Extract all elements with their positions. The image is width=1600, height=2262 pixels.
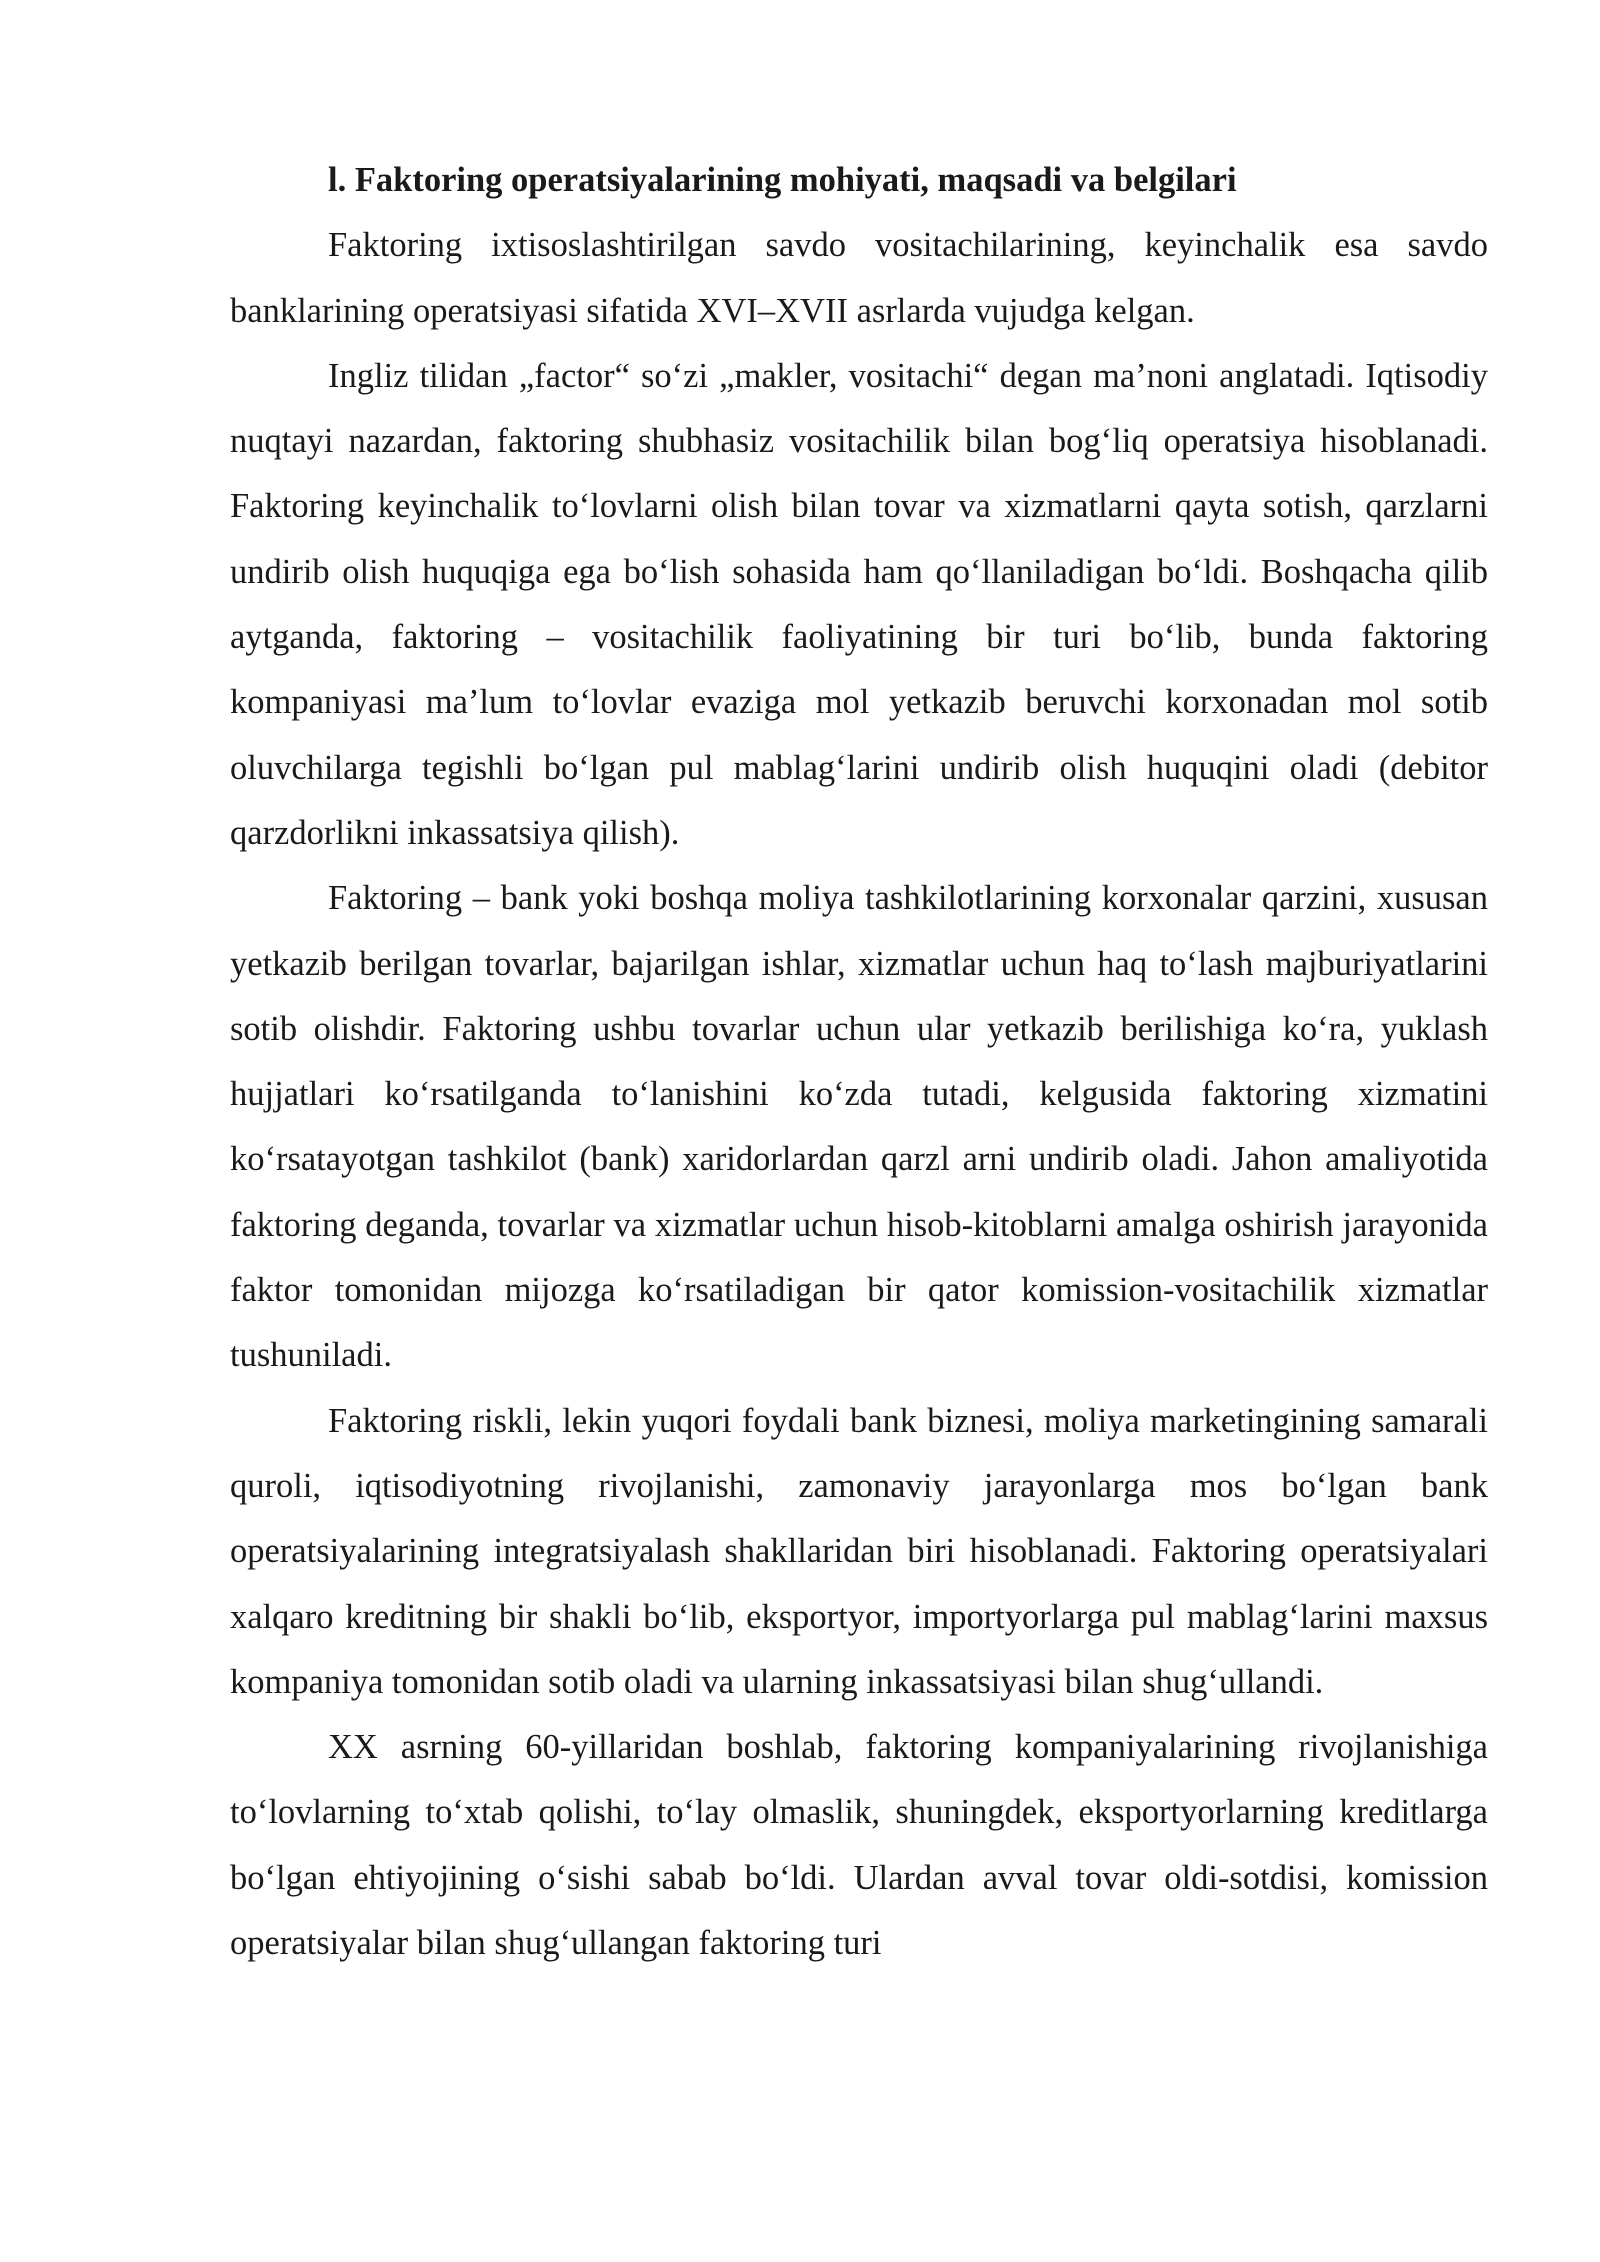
paragraph-4: Faktoring riskli, lekin yuqori foydali bank biznesi, moliya marketingining samarali quroli, iqtisodiyotning rivojlanishi, zamonaviy jarayonlarga mos bo‘lgan bank operatsiyalarining integratsiyalash shakllaridan biri hisoblanadi. Faktoring operatsiyalari xalqaro kreditning bir shakli bo‘lib, eksportyor, importyorlarga pul mablag‘larini maxsus kompaniya tomonidan sotib oladi va ularning inkassatsiyasi bilan shug‘ullandi. (230, 1401, 1488, 1701)
paragraph-2: Ingliz tilidan „factor“ so‘zi „makler, vositachi“ degan ma’noni anglatadi. Iqtisodiy nuqtayi nazardan, faktoring shubhasiz vositachilik bilan bog‘liq operatsiya hisoblanadi. Faktoring keyinchalik to‘lovlarni olish bilan tovar va xizmatlarni qayta sotish, qarzlarni undirib olish huquqiga ega bo‘lish sohasida ham qo‘llaniladigan bo‘ldi. Boshqacha qilib aytganda, faktoring – vositachilik faoliyatining bir turi bo‘lib, bunda faktoring kompaniyasi ma’lum to‘lovlar evaziga mol yetkazib beruvchi korxonadan mol sotib oluvchilarga tegishli bo‘lgan pul mablag‘larini undirib olish huquqini oladi (debitor qarzdorlikni inkassatsiya qilish). (230, 356, 1488, 852)
document-page (230, 148, 1488, 1976)
paragraph-1: Faktoring ixtisoslashtirilgan savdo vositachilarining, keyinchalik esa savdo banklarining operatsiyasi sifatida XVI–XVII asrlarda vujudga kelgan. (230, 226, 1488, 330)
section-heading: l. Faktoring operatsiyalarining mohiyati, maqsadi va belgilari (328, 161, 1237, 199)
paragraph-3: Faktoring – bank yoki boshqa moliya tashkilotlarining korxonalar qarzini, xususan yetkazib berilgan tovarlar, bajarilgan ishlar, xizmatlar uchun haq to‘lash majburiyatlarini sotib olishdir. Faktoring ushbu tovarlar uchun ular yetkazib berilishiga ko‘ra, yuklash hujjatlari ko‘rsatilganda to‘lanishini ko‘zda tutadi, kelgusida faktoring xizmatini ko‘rsatayotgan tashkilot (bank) xaridorlardan qarzl arni undirib oladi. Jahon amaliyotida faktoring deganda, tovarlar va xizmatlar uchun hisob-kitoblarni amalga oshirish jarayonida faktor tomonidan mijozga ko‘rsatiladigan bir qator komission-vositachilik xizmatlar tushuniladi. (230, 879, 1488, 1375)
paragraph-5: XX asrning 60-yillaridan boshlab, faktoring kompaniyalarining rivojlanishiga to‘lovlarning to‘xtab qolishi, to‘lay olmaslik, shuningdek, eksportyorlarning kreditlarga bo‘lgan ehtiyojining o‘sishi sabab bo‘ldi. Ulardan avval tovar oldi-sotdisi, komission operatsiyalar bilan shug‘ullangan faktoring turi (230, 1728, 1488, 1963)
